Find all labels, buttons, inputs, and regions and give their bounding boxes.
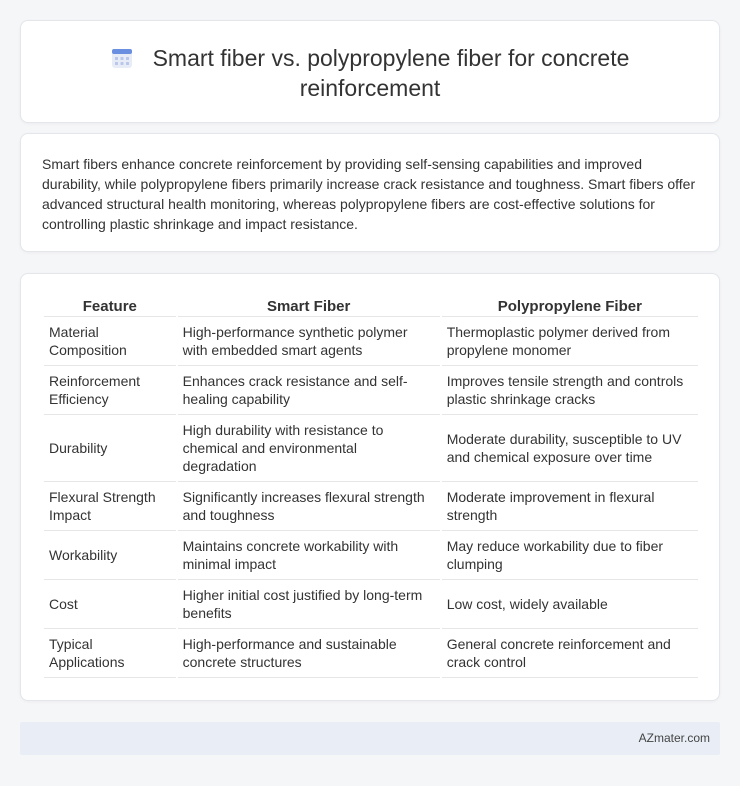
smart-fiber-cell: High-performance synthetic polymer with embedded smart agents	[178, 317, 440, 366]
table-row	[44, 482, 698, 531]
smart-fiber-cell: Significantly increases flexural strength and toughness	[178, 482, 440, 531]
title-card	[20, 20, 720, 123]
header-polypropylene-fiber: Polypropylene Fiber	[442, 296, 698, 317]
comparison-table	[42, 296, 700, 678]
feature-cell: Material Composition	[44, 317, 176, 366]
polypropylene-cell: Moderate durability, susceptible to UV and chemical exposure over time	[442, 415, 698, 482]
summary-card	[20, 133, 720, 252]
feature-cell: Cost	[44, 580, 176, 629]
polypropylene-cell: Low cost, widely available	[442, 580, 698, 629]
feature-cell: Flexural Strength Impact	[44, 482, 176, 531]
table-row	[44, 580, 698, 629]
smart-fiber-cell: Enhances crack resistance and self-healing capability	[178, 366, 440, 415]
table-row	[44, 629, 698, 678]
summary-text: Smart fibers enhance concrete reinforcement by providing self-sensing capabilities and improved durability, while polypropylene fibers primarily increase crack resistance and toughness. Smart fibers offer advanced structural health monitoring, whereas polypropylene fibers are cost-effective solutions for controlling plastic shrinkage and impact resistance.	[42, 156, 696, 232]
page-title-line2: reinforcement	[299, 75, 441, 101]
smart-fiber-cell: Maintains concrete workability with minimal impact	[178, 531, 440, 580]
polypropylene-cell: Improves tensile strength and controls plastic shrinkage cracks	[442, 366, 698, 415]
calendar-icon	[111, 47, 133, 69]
table-row	[44, 317, 698, 366]
feature-cell: Typical Applications	[44, 629, 176, 678]
table-row	[44, 415, 698, 482]
smart-fiber-cell: High durability with resistance to chemical and environmental degradation	[178, 415, 440, 482]
footer-bar	[20, 722, 720, 755]
feature-cell: Workability	[44, 531, 176, 580]
title-wrap	[21, 43, 719, 103]
header-smart-fiber: Smart Fiber	[178, 296, 440, 317]
table-header-row	[44, 296, 698, 317]
page-title-line1: Smart fiber vs. polypropylene fiber for concrete	[152, 45, 630, 71]
polypropylene-cell: Thermoplastic polymer derived from propylene monomer	[442, 317, 698, 366]
footer-site-link[interactable]: AZmater.com	[638, 731, 710, 745]
table-row	[44, 531, 698, 580]
comparison-card	[20, 273, 720, 701]
table-row	[44, 366, 698, 415]
polypropylene-cell: Moderate improvement in flexural strength	[442, 482, 698, 531]
polypropylene-cell: May reduce workability due to fiber clumping	[442, 531, 698, 580]
smart-fiber-cell: Higher initial cost justified by long-term benefits	[178, 580, 440, 629]
feature-cell: Reinforcement Efficiency	[44, 366, 176, 415]
polypropylene-cell: General concrete reinforcement and crack control	[442, 629, 698, 678]
header-feature: Feature	[44, 296, 176, 317]
feature-cell: Durability	[44, 415, 176, 482]
smart-fiber-cell: High-performance and sustainable concrete structures	[178, 629, 440, 678]
